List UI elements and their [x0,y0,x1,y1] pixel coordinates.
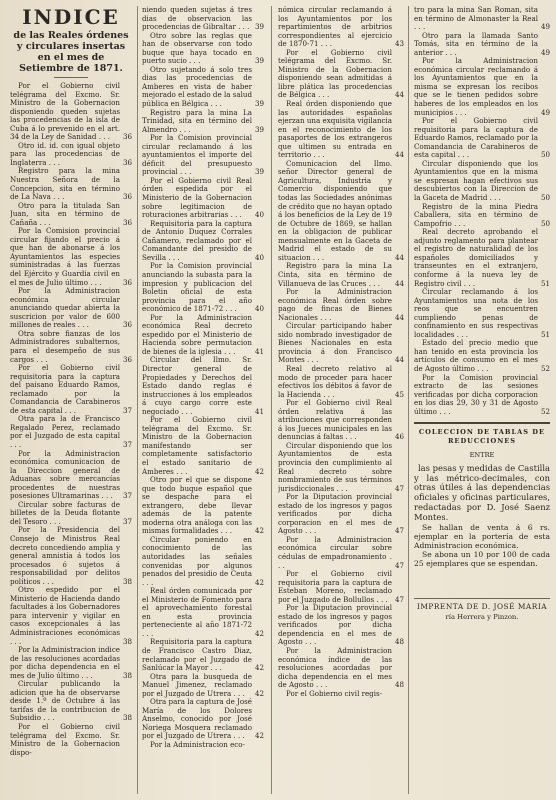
page-number: 39 [254,99,264,109]
section-rule [414,422,550,424]
leader-dots: . . . [302,637,317,647]
entry-text: Otra sobre fianzas de los Administradores subalternos, para el desempeño de sus cargos [10,328,120,364]
leader-dots: . . . [231,731,245,741]
index-entry [414,57,550,117]
entry-text: Circular publicando la adicion que ha de observarse desde 1.º de Octubre á las tarifas de la contribucion de Subsidio [10,679,120,723]
index-entry [142,698,264,741]
entry-text: Otra para la busqueda de Manuel Jimenez, reclamado por el Juzgado de Utrera [142,671,252,698]
entry-text: Por el Gobierno civil telégrama del Excmo. Sr. Ministro de la Gobernacion manifestando ser completamente satisfactorio el estado sanitario de Amberes [142,415,252,476]
leader-dots: . . . [96,132,110,142]
index-entry [414,6,550,32]
entry-text: Por la Administracion económica Real órden sobre pago de fincas de Bienes Nacionales [278,287,392,322]
column-rule [408,6,409,794]
leader-dots: . . . [177,124,191,134]
page-number: 40 [254,210,264,220]
leader-dots: . . . [208,99,222,109]
entry-text: Circular disponiendo que los Ayuntamientos de esta provincia den cumplimiento al Real decreto sobre nombramiento de sus términos jurisdiccionales [278,440,392,493]
page-number: 47 [394,483,404,493]
entry-list [278,6,404,698]
page-number: 42 [254,663,264,673]
index-entry [278,160,404,263]
title-divider [54,77,88,78]
index-entry [10,586,132,646]
entry-text: Registro para la mina La Trinidad, sita en término del Almendro [142,107,252,134]
leader-dots: . . . [311,150,325,160]
page-number: 36 [122,192,132,202]
index-entry [10,202,132,228]
entry-text: Por la Comision provincial anunciando la subasta para la impresion y publicacion del Boletin oficial de esta provincia para el año económico de 1871-72 [142,261,252,314]
entry-text: Por la Administracion eco- [150,740,245,750]
column-4 [414,6,550,794]
leader-dots: . . . [320,389,335,399]
page-number: 47 [394,560,404,570]
leader-dots: . . . [334,483,348,493]
collection-title: COLECCION DE TABLAS DE REDUCCIONES [418,428,546,445]
entry-text: Real órden disponiendo que las autoridades españolas ejerzan una exquisita vigilancia en el reconocimiento de los pasaportes de los extrangeros que ultimen su entrada en territorio [278,99,392,160]
entry-text: Registro de la mina Piedra Caballera, sita en término de Campofrio [414,201,538,228]
page-number: 36 [122,132,132,142]
entry-list [142,6,264,750]
leader-dots: . . . [317,312,332,322]
index-entry [142,220,264,263]
entry-text: Real órden comunicada por el Ministerio de Fomento para el aprovechamiento forestal en esta provincia perteneciente al año 1871-72 [142,586,252,630]
index-entry [414,203,550,229]
page-number: 37 [122,439,132,449]
leader-dots: . . . [443,47,457,57]
index-entry [414,160,550,203]
leader-dots: . . . [455,150,470,160]
entry-text: Por el Gobierno civil telégrama del Excmo. Sr. Ministro de la Gobernacion dispo- [10,722,120,757]
entry-list [414,6,550,416]
imprint-rule [414,598,550,599]
index-entry [414,374,550,417]
page-number: 36 [122,354,132,364]
leader-dots: . . . [310,252,325,262]
collection-sale-note: Se hallan de venta á 6 rs. ejemplar en la portería de esta Administracion económica. [414,522,550,550]
entry-text: Por la Comision provincial circular reclamando á los ayuntamientos el importe del déficit del presupuesto provincial [142,133,252,177]
index-entry [10,723,132,757]
leader-dots: . . . [228,210,242,220]
page-number: 44 [394,150,404,160]
page-number: 47 [394,526,404,536]
column-2 [142,6,264,794]
index-entry [10,501,132,527]
index-entry [10,450,132,501]
index-entry [142,673,264,699]
leader-dots: . . . [166,252,180,262]
page-number: 49 [540,107,550,117]
index-entry [10,526,132,586]
leader-dots: . . . [87,277,102,287]
entry-text: Otro sobre las reglas que han de observarse con todo buque que haya tocado en puerto sucio [142,30,252,66]
leader-dots: . . . [177,167,192,177]
index-entry [142,134,264,177]
entry-text: Requisitoria para la captura de Francisco Castro Diaz, reclamado por el Juzgado de Sanlúcar la Mayor [142,637,252,673]
entry-text: Por la Administracion económica circular sobre cédulas de empadronamiento [278,534,392,561]
entry-text: Por el Gobierno civil regis- [286,688,383,698]
entry-text: Por la Presidencia del Consejo de Ministros Real decreto concediendo amplia y general amnistía á todos los procesados ó sujetos á responsabilidad por delitos políticos [10,525,120,586]
page-number: 52 [540,406,550,416]
entry-text: tro para la mina San Roman, sita en término de Almonaster la Real [414,6,538,23]
entry-text: Otro para la titulada San Juan, sita en término de Cañaña [10,200,120,227]
leader-dots: . . . [47,516,61,526]
index-entry [10,167,132,201]
index-entry [278,536,404,570]
entry-text: Circular reclamando á los Ayuntamientos una nota de los reos que se encuentren cumpliendo penas de confinamiento en sus respectivas localidades [414,287,538,339]
entry-text: Real decreto aprobando el adjunto reglamento para plantear el registro de naturalidad de los españoles domiciliados y transeuntes en el extranjero, conforme á la nueva ley de Registro civil [414,227,538,288]
page-number: 47 [394,594,404,604]
entry-text: Por la Administracion económica índice de las resoluciones acordadas por dicha dependencia en el mes de Agosto [278,646,392,690]
entry-text: Por la Comision provincial extracto de las sesiones verificadas por dicha corporacion en los dias 29, 30 y 31 de Agosto último [414,372,538,416]
entry-text: Por la Diputacion provincial estado de los ingresos y pagos verificados por dicha dependencia en el mes de Agosto [278,603,392,647]
page-number: 36 [122,217,132,227]
leader-dots: . . . [487,193,501,203]
leader-dots: . . . [318,39,333,49]
column-1 [10,6,132,794]
page-number: 49 [540,47,550,57]
index-entry [142,416,264,476]
page-number: 39 [254,167,264,177]
leader-dots: . . . [461,278,476,288]
leader-dots: . . . [142,577,154,587]
page-number: 42 [254,628,264,638]
leader-dots: . . . [474,363,489,373]
leader-dots: . . . [79,670,93,680]
leader-dots: . . . [302,526,317,536]
page-number: 40 [254,252,264,262]
index-subtitle: de las Reales órdenes y circulares insertas en el mes de Setiembre de 1871. [13,30,129,74]
index-entry [142,476,264,536]
index-entry [278,570,404,604]
leader-dots: . . . [208,663,222,673]
page-number: 42 [254,526,264,536]
page-number: 41 [254,406,264,416]
entry-text: Por el Gobierno civil Real órden espedida por el Ministerio de la Gobernacion sobre legitimacion de roturaciones arbitrarias [142,175,252,220]
index-entry [10,364,132,415]
index-entry [278,399,404,442]
index-entry [278,262,404,288]
entry-text: Por el Gobierno civil requisitoria para la captura de Esteban Moreno, reclamado por el Juzgado de Bollullos [278,569,392,604]
page-number: 48 [394,680,404,690]
page-number: 44 [394,252,404,262]
entry-text: Circular participando haber sido nombrado investigador de Bienes Nacionales en esta provincia á don Francisco Montes [278,321,392,365]
index-entry [142,32,264,66]
page-number: 50 [540,218,550,228]
entry-text: Circular disponiendo que los Ayuntamientos que en la misma se espresan hagan efectivos sus descubiertos con la Direccion de la Gaceta de Madrid [414,158,538,203]
leader-dots: . . . [46,157,61,167]
entry-text: Comunicacion del Ilmo. señor Director general de Agricultura, Industria y Comercio disponiendo que todas las Sociedades anónimas de crédito que no hayan optado á los beneficios de la Ley de 19 de Octubre de 1869, se hallan en la obligacion de publicar mensualmente en la Gaceta de Madrid el estado de su situacion [278,158,392,262]
entry-text: Real decreto relativo al modo de proceder para hacer efectivos los débitos á favor de la Hacienda [278,363,392,399]
entry-text: niendo queden sujetas á tres dias de observacion las procedencias de Gibraltar [142,6,252,32]
page-number: 37 [122,491,132,501]
leader-dots: . . . [99,491,113,501]
page-number: 42 [254,731,264,741]
entry-text: Otro por el que se dispone que todo buque español que se despache para el extrangero, debe llevar además de la patente moderna otra análoga con las mismas formalidades [142,475,252,536]
entry-text: Por la Comision provincial circular fijando el precio á que han de abonarse á los Ayuntamientos las especies suministradas á las fuerzas del Ejército y Guardia civil en el mes de Julio último [10,226,120,287]
page-number: 50 [540,150,550,160]
leader-dots: . . . [454,329,468,339]
entry-text: Por el Gobierno civil telégrama del Excmo. Sr. Ministro de la Gobernacion disponiendo queden sujetas las procedencias de la isla de Cuba á lo prevenido en el art. 34 de la Ley de Sanidad [10,81,120,142]
index-entry [10,287,132,330]
leader-dots: . . . [10,636,22,646]
page-number: 38 [122,713,132,723]
leader-dots: . . . [173,466,188,476]
column-3 [278,6,404,794]
entry-text: Requisitoria para la captura de Antonio Duquez Corrales Cañamero, reclamado por el Comandante del presidio de Sevilla [142,218,252,262]
index-entry [278,493,404,536]
index-entry [414,339,550,373]
entry-text: Por el Gobierno civil telégrama del Excmo. Sr. Ministro de la Gobernacion disponiendo sean admitidas á libre plática las procedencias de Bélgica [278,47,392,100]
leader-dots: . . . [37,217,51,227]
index-entry [142,109,264,135]
page-number: 50 [540,193,550,203]
leader-dots: . . . [235,22,250,32]
leader-dots: . . . [75,320,89,330]
leader-dots: . . . [374,594,388,604]
index-entry [278,604,404,647]
page-number: 36 [122,277,132,287]
entry-text: Registro para la mina Nuestra Señora de la Concepcion, sita en término de La Nava [10,166,120,202]
entry-text: Otro sujetando á solo tres dias las procedencias de Amberes en vista de haber mejorado el estado de la salud pública en Bélgica [142,64,252,109]
index-entry [10,142,132,168]
entry-text: Otro para la llamada Santo Tomás, sita en término de la anterior [414,30,538,57]
entry-text: Por el Gobierno civil requisitoria para la captura de Eduardo Ramos, reclamado por la Comandancia de Carabineros de esta capital [414,116,538,160]
entry-text: Circular sobre facturas de billetes de la Deuda flotante del Tesoro [10,499,120,526]
leader-dots: . . . [40,713,55,723]
leader-dots: . . . [414,22,426,32]
leader-dots: . . . [453,107,467,117]
index-title: INDICE [22,6,120,29]
page-number: 39 [254,56,264,66]
page-number: 48 [394,637,404,647]
column-rule [271,6,272,794]
entry-text: Por la Administracion económica circular anunciando quedar abierta la suscricion por valor de 600 millones de reales [10,286,120,330]
page-number: 51 [540,278,550,288]
page-number: 39 [254,124,264,134]
page-number: 39 [254,22,264,32]
entry-text: Otro espedido por el Ministerio de Hacienda dando facultades á los Gobernadores para intervenir y vigilar en casos excepcionales á las Administraciones económicas [10,585,120,637]
page-number: 37 [122,516,132,526]
leader-dots: . . . [313,680,328,690]
index-entry [142,536,264,587]
index-entry [414,32,550,58]
leader-dots: . . . [304,355,319,365]
collection-entre: ENTRE [469,451,495,460]
page-number: 46 [394,432,404,442]
leader-dots: . . . [436,406,451,416]
leader-dots: . . . [231,688,245,698]
index-entry [278,49,404,100]
entry-text: Registro para la mina La Cinta, sita en término de Villanueva de las Cruces [278,261,392,288]
index-entry [10,82,132,142]
page-number: 49 [540,22,550,32]
entry-text: Por la Administracion económica comunicacion de la Direccion general de Aduanas sobre mercancías procedentes de nuestras posesiones Ultramarinas [10,448,120,501]
page-number: 41 [254,346,264,356]
entry-list [10,82,132,757]
index-entry [414,288,550,339]
leader-dots: . . . [366,278,380,288]
entry-text: Por el Gobierno civil requisitoria para la captura del paisano Eduardo Ramos, reclamado por la Comandancia de Carabineros de esta capital [10,363,120,415]
page-number: 45 [394,389,404,399]
index-entry [278,690,404,699]
index-entry [414,117,550,160]
entry-text: Por la Administracion económica circular reclamando á los Ayuntamientos que en la misma se expresan los recibos que se le tienen pedidos sobre haberes de los empleados en los municipios [414,56,538,117]
index-entry [142,6,264,32]
page-number: 36 [122,157,132,167]
index-entry [142,587,264,638]
page-number: 43 [394,39,404,49]
page-number: 51 [540,329,550,339]
leader-dots: . . . [223,304,237,314]
entry-text: Otra para la de Francisco Regalado Perez, reclamado por el Juzgado de esta capital [10,414,120,441]
leader-dots: . . . [278,552,392,570]
collection-description: las pesas y medidas de Castilla y las métrico-decimales, con otras útiles á las dependencias oficiales y oficinas particulares, redactadas por D. José Saenz Montes. [414,462,550,522]
leader-dots: . . . [451,218,466,228]
index-entry [414,228,550,288]
collection-discount-note: Se abona un 10 por 100 de cada 25 ejemplares que se espendan. [414,549,550,568]
column-rule [137,6,138,794]
index-entry [278,6,404,49]
imprint-subline: ría Herrera y Pinzon. [445,613,519,622]
index-entry [10,646,132,680]
leader-dots: . . . [315,90,330,100]
index-entry [278,100,404,160]
leader-dots: . . . [40,576,54,586]
entry-text: Estado del precio medio que han tenido en esta provincia los artículos de consumo en el mes de Agosto último [414,338,538,373]
leader-dots: . . . [50,192,65,202]
page-number: 44 [394,90,404,100]
leader-dots: . . . [221,346,236,356]
page-number: 40 [254,304,264,314]
leader-dots: . . . [10,439,22,449]
entry-text: Por la Administracion económica Real decreto espedido por el Ministerio de Hacienda sobre permutacion de bienes de la iglesia [142,312,252,356]
index-entry [142,638,264,672]
page-number: 36 [122,320,132,330]
leader-dots: . . . [343,432,357,442]
page-number: 38 [122,576,132,586]
index-entry [278,647,404,690]
index-entry [278,365,404,399]
index-entry [142,262,264,313]
index-entry [10,680,132,723]
index-entry [142,66,264,109]
entry-text: Circular poniendo en conocimiento de las autoridades las señales convenidas por algunos penados del presidio de Ceuta [142,534,252,579]
page-number: 42 [254,466,264,476]
entry-text: Por la Diputacion provincial estado de los ingresos y pagos verificados por dicha corporacion en el mes de Agosto [278,492,392,536]
index-entry [142,741,264,750]
index-entry [10,227,132,287]
index-entry [142,356,264,416]
index-entry [142,314,264,357]
entry-text: Otra para la captura de José María de los Dolores Anselmo, conocido por José Noriega Mosquera reclamado por el Juzgado de Utrera [142,697,252,741]
page-number: 38 [122,670,132,680]
index-entry [10,330,132,364]
index-entry [10,415,132,449]
page-number: 37 [122,405,132,415]
leader-dots: . . . [142,628,154,638]
index-entry [278,322,404,365]
entry-text: Otro id. id. con igual objeto para las procedencias de Inglaterra [10,140,120,167]
page-number: 44 [394,312,404,322]
index-entry [142,177,264,220]
entry-text: Por el Gobierno civil Real órden relativa á las atribuciones que corresponden á los Jueces municipales en las denuncias á faltas [278,398,392,442]
index-entry [278,442,404,493]
page-number: 44 [394,355,404,365]
page-number: 52 [540,363,550,373]
leader-dots: . . . [186,56,201,66]
leader-dots: . . . [178,406,193,416]
page-number: 44 [394,278,404,288]
leader-dots: . . . [218,526,232,536]
page-number: 42 [254,577,264,587]
imprint-line: IMPRENTA DE D. JOSÉ MARIA [416,601,548,611]
entry-text: Por la Administracion indice de las resoluciones acordadas por dicha dependencia en el mes de Julio último [10,645,120,680]
page-number: 38 [122,636,132,646]
page-number: 42 [254,688,264,698]
leader-dots: . . . [34,354,48,364]
index-entry [278,288,404,322]
entry-text: nómica circular reclamando á los Ayuntamientos por los repartimientos de arbitrios correspondientes al ejercicio de 1870-71 [278,6,392,49]
leader-dots: . . . [62,405,77,415]
entry-text: Circular del Ilmo. Sr. Director general de Propiedades y Derechos del Estado dando reglas é instrucciones á los empleados á cuyo cargo corre este negociado [142,355,252,416]
